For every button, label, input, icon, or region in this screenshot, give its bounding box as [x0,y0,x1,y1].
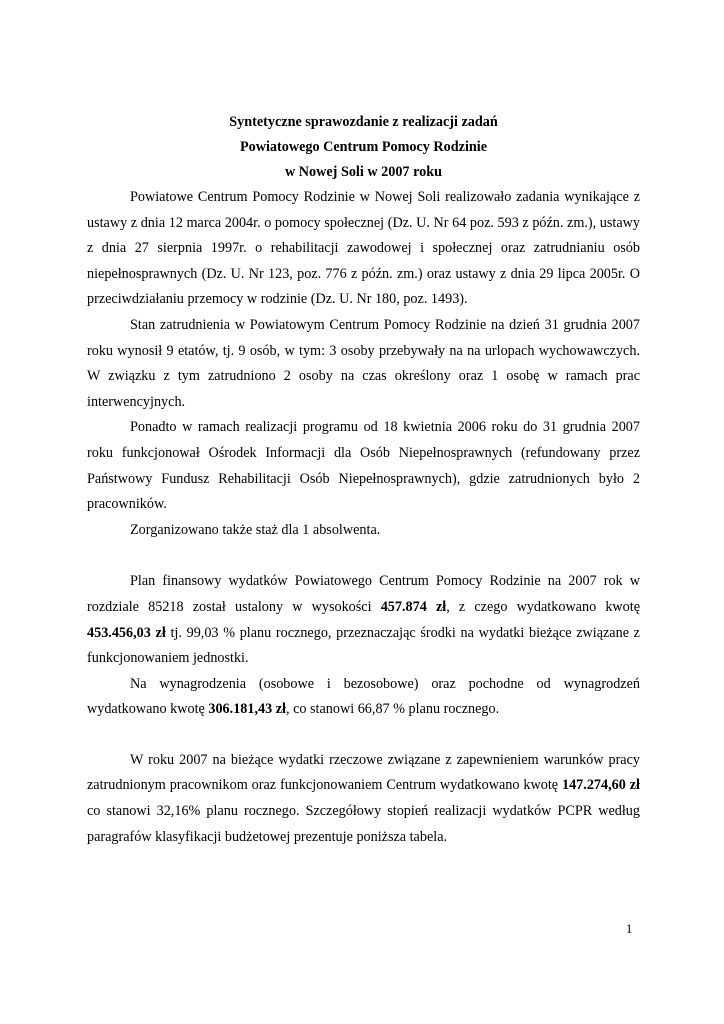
paragraph-internship: Zorganizowano także staż dla 1 absolwenta. [130,521,381,538]
report-body [87,185,640,850]
paragraph-employment: Stan zatrudnienia w Powiatowym Centrum Pomocy Rodzinie na dzień 31 grudnia 2007 roku wynosił 9 etatów, tj. 9 osób, w tym: 3 osoby przebywały na na urlopach wychowawczych. W związku z tym zatrudniono 2 osoby na czas określony oraz 1 osobę w ramach prac interwencyjnych. [87,316,640,410]
financial-plan-text-2: , z czego wydatkowano kwotę [446,598,640,615]
salaries-amount: 306.181,43 zł [208,701,286,718]
title-line-1: Syntetyczne sprawozdanie z realizacji zadań [229,114,498,130]
material-expenses-text-1: W roku 2007 na bieżące wydatki rzeczowe związane z zapewnieniem warunków pracy zatrudnionym pracownikom oraz funkcjonowaniem Centrum wydatkowano kwotę [87,751,640,794]
page-number: 1 [626,922,633,936]
spacer [87,723,640,748]
title-line-3: w Nowej Soli w 2007 roku [285,164,442,180]
paragraph-financial-plan [87,569,640,671]
spacer [87,543,640,569]
spent-amount: 453.456,03 zł [87,624,166,641]
report-title [87,110,640,185]
paragraph-salaries [87,672,640,723]
paragraph-legal-basis: Powiatowe Centrum Pomocy Rodzinie w Nowej Soli realizowało zadania wynikające z ustawy z dnia 12 marca 2004r. o pomocy społecznej (Dz. U. Nr 64 poz. 593 z późn. zm.), ustawy z dnia 27 sierpnia 1997r. o rehabilitacji zawodowej i społecznej oraz zatrudnianiu osób niepełnosprawnych (Dz. U. Nr 123, poz. 776 z późn. zm.) oraz ustawy z dnia 29 lipca 2005r. O przeciwdziałaniu przemocy w rodzinie (Dz. U. Nr 180, poz. 1493). [87,189,640,308]
planned-amount: 457.874 zł [380,598,447,615]
financial-plan-text-3: tj. 99,03 % planu rocznego, przeznaczając środki na wydatki bieżące związane z funkcjonowaniem jednostki. [87,624,640,667]
title-line-2: Powiatowego Centrum Pomocy Rodzinie [239,139,488,155]
salaries-text-2: , co stanowi 66,87 % planu rocznego. [286,701,500,718]
material-expenses-amount: 147.274,60 zł [561,777,640,794]
paragraph-information-center: Ponadto w ramach realizacji programu od 18 kwietnia 2006 roku do 31 grudnia 2007 roku funkcjonował Ośrodek Informacji dla Osób Niepełnosprawnych (refundowany przez Państwowy Fundusz Rehabilitacji Osób Niepełnosprawnych), gdzie zatrudnionych było 2 pracowników. [87,419,640,513]
material-expenses-text-2: co stanowi 32,16% planu rocznego. Szczegółowy stopień realizacji wydatków PCPR według paragrafów klasyfikacji budżetowej prezentuje poniższa tabela. [87,803,640,845]
salaries-text-1: Na wynagrodzenia (osobowe i bezosobowe) oraz pochodne od wynagrodzeń wydatkowano kwotę [87,675,640,718]
paragraph-material-expenses [87,748,640,850]
financial-plan-text-1: Plan finansowy wydatków Powiatowego Centrum Pomocy Rodzinie na 2007 rok w rozdziale 85218 został ustalony w wysokości [87,573,640,615]
